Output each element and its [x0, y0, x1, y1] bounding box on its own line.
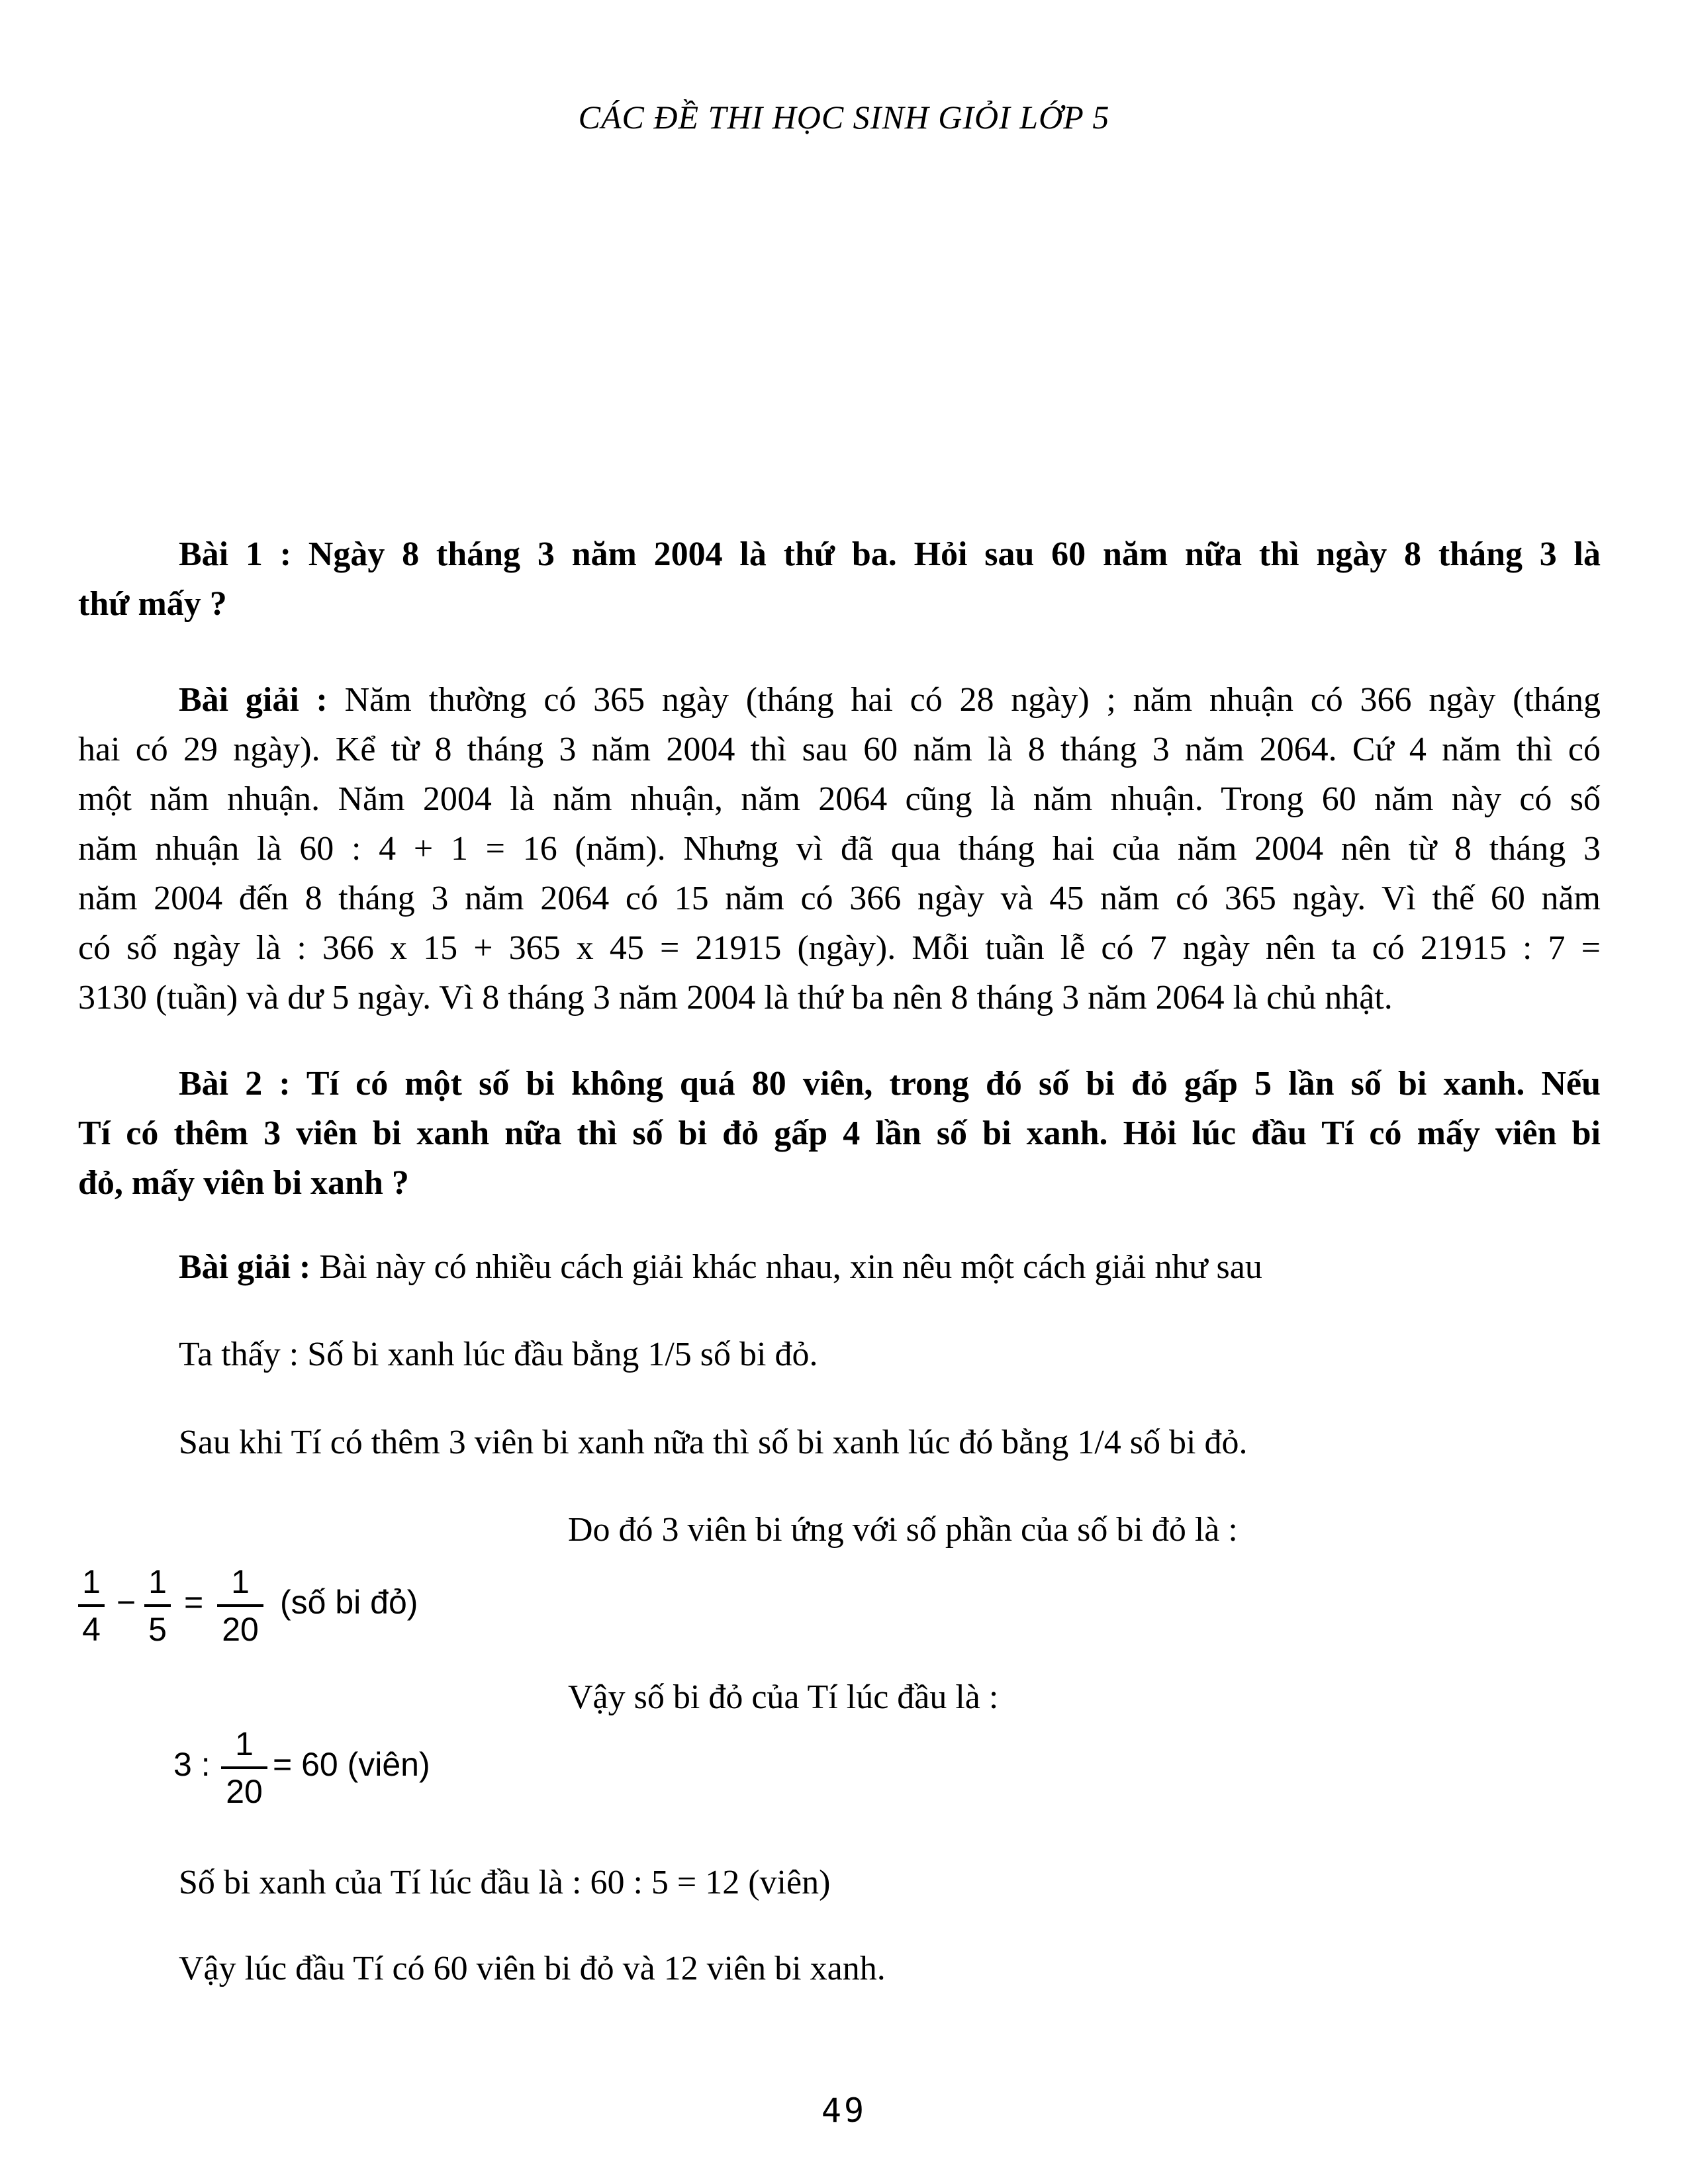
- equation-2-result: = 60 (viên): [273, 1746, 430, 1783]
- page-header: CÁC ĐỀ THI HỌC SINH GIỎI LỚP 5: [578, 99, 1110, 136]
- fraction-1-20: [217, 1562, 263, 1649]
- equation-1-unit: (số bi đỏ): [280, 1584, 418, 1621]
- bai2-line-f: Vậy lúc đầu Tí có 60 viên bi đỏ và 12 viên bi xanh.: [179, 1950, 886, 1987]
- fraction-1-5: [144, 1562, 171, 1649]
- bai1-solution-text: Năm thường có 365 ngày (tháng hai có 28 ngày) ; năm nhuận có 366 ngày (tháng: [327, 681, 1601, 719]
- equals-sign: =: [184, 1584, 204, 1621]
- bai1-solution-line: 3130 (tuần) và dư 5 ngày. Vì 8 tháng 3 năm 2004 là thứ ba nên 8 tháng 3 năm 2064 là chủ nhật.: [78, 979, 1393, 1017]
- bai2-question-line: Tí có thêm 3 viên bi xanh nữa thì số bi đỏ gấp 4 lần số bi xanh. Hỏi lúc đầu Tí có mấy viên bi: [78, 1115, 1601, 1152]
- fraction-denominator: 20: [226, 1773, 263, 1810]
- bai2-line-a: Ta thấy : Số bi xanh lúc đầu bằng 1/5 số bi đỏ.: [179, 1336, 818, 1373]
- bai2-line-c: Do đó 3 viên bi ứng với số phần của số bi đỏ là :: [568, 1511, 1238, 1549]
- bai1-solution: [78, 675, 1601, 1023]
- bai1-solution-line: năm 2004 đến 8 tháng 3 năm 2064 có 15 năm có 366 ngày và 45 năm có 365 ngày. Vì thế 60 năm: [78, 880, 1601, 917]
- fraction-1-4: [78, 1562, 105, 1649]
- equation-1: [78, 1562, 475, 1655]
- bai1-question: [78, 529, 1601, 629]
- fraction-denominator: 5: [148, 1611, 167, 1648]
- fraction-bar: [221, 1766, 267, 1769]
- equation-2: [173, 1724, 504, 1817]
- fraction-bar: [78, 1604, 105, 1607]
- bai1-solution-line: hai có 29 ngày). Kể từ 8 tháng 3 năm 2004 thì sau 60 năm là 8 tháng 3 năm 2064. Cứ 4 năm thì có: [78, 731, 1601, 768]
- fraction-numerator: 1: [148, 1563, 167, 1600]
- fraction-bar: [144, 1604, 171, 1607]
- bai2-line-e: Số bi xanh của Tí lúc đầu là : 60 : 5 = 12 (viên): [179, 1864, 831, 1901]
- fraction-denominator: 20: [222, 1611, 259, 1648]
- bai2-solution-intro: [179, 1248, 1262, 1287]
- bai2-line-d: Vậy số bi đỏ của Tí lúc đầu là :: [568, 1678, 999, 1716]
- minus-sign: −: [117, 1584, 136, 1621]
- equation-2-prefix: 3 :: [173, 1746, 211, 1783]
- bai1-solution-line: có số ngày là : 366 x 15 + 365 x 45 = 21915 (ngày). Mỗi tuần lễ có 7 ngày nên ta có 21915 : 7 =: [78, 929, 1601, 967]
- bai1-question-line: thứ mấy ?: [78, 585, 227, 623]
- fraction-denominator: 4: [82, 1611, 101, 1648]
- bai1-question-line: Bài 1 : Ngày 8 tháng 3 năm 2004 là thứ ba. Hỏi sau 60 năm nữa thì ngày 8 tháng 3 là: [179, 535, 1601, 573]
- bai2-line-b: Sau khi Tí có thêm 3 viên bi xanh nữa thì số bi xanh lúc đó bằng 1/4 số bi đỏ.: [179, 1424, 1248, 1461]
- bai2-question: [78, 1059, 1601, 1208]
- bai1-solution-line: năm nhuận là 60 : 4 + 1 = 16 (năm). Nhưng vì đã qua tháng hai của năm 2004 nên từ 8 tháng 3: [78, 830, 1601, 868]
- bai1-solution-line: [78, 675, 1601, 725]
- fraction-numerator: 1: [235, 1725, 254, 1762]
- bai1-solution-line: một năm nhuận. Năm 2004 là năm nhuận, năm 2064 cũng là năm nhuận. Trong 60 năm này có số: [78, 780, 1601, 818]
- page-number: 49: [821, 2091, 867, 2130]
- fraction-bar: [217, 1604, 263, 1607]
- fraction-1-20: [221, 1724, 267, 1811]
- bai2-solution-text: Bài này có nhiều cách giải khác nhau, xin nêu một cách giải như sau: [310, 1248, 1262, 1286]
- fraction-numerator: 1: [82, 1563, 101, 1600]
- bai1-solution-label: Bài giải :: [179, 681, 328, 719]
- bai2-question-line: Bài 2 : Tí có một số bi không quá 80 viên, trong đó số bi đỏ gấp 5 lần số bi xanh. Nếu: [179, 1065, 1601, 1103]
- fraction-numerator: 1: [231, 1563, 250, 1600]
- bai2-solution-label: Bài giải :: [179, 1248, 311, 1286]
- bai2-question-line: đỏ, mấy viên bi xanh ?: [78, 1164, 409, 1202]
